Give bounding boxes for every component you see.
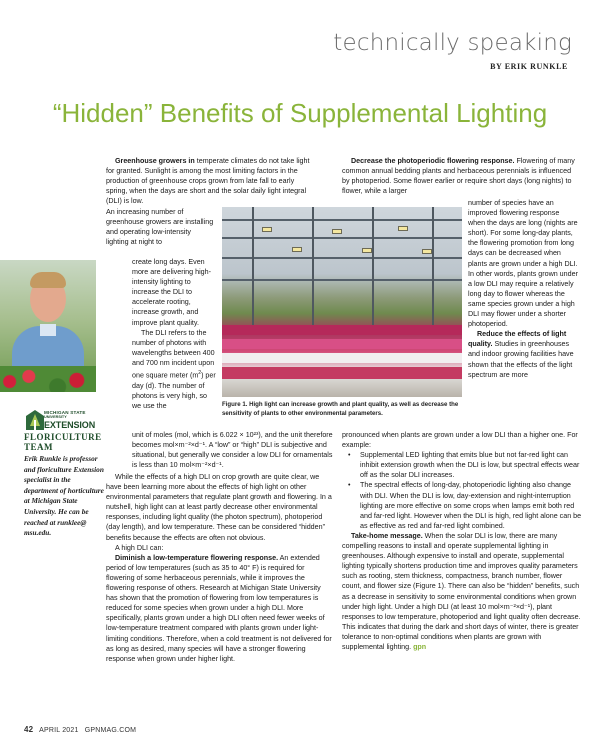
figure-caption: Figure 1. High light can increase growth and plant quality, as well as decrease the sensitivity of plants to other environmental parameters. xyxy=(222,401,459,417)
author-bio: Erik Runkle is professor and floriculture Extension specialist in the department of horticulture at Michigan State University. He can be reached at runklee@ msu.edu. xyxy=(24,454,104,538)
msu-extension-logo xyxy=(24,408,108,452)
col2-p3-text: When the solar DLI is low, there are many compelling reasons to install and operate supplemental lighting in greenhouses. Although expensive to install and operate, supplemental lighting typically shortens production time and improves quality parameters such as rooting, stem thickness, compactness, branch number, flower count, and flower size (Figure 1). There can also be “hidden” benefits, such as a decrease in sensitivity to some environmental conditions when grown under high light. Under a high DLI (at least 10 mol×m⁻²×d⁻¹), plant responses to low temperature, photoperiod and light quality often decrease. This indicates that during the dark and short days of winter, there is greater tolerance to non-optimal conditions when plants are grown with supplemental lighting. xyxy=(342,531,581,651)
col1-full xyxy=(106,430,334,470)
col1-p2-wrap xyxy=(132,328,216,411)
author-portrait xyxy=(0,260,96,392)
col2-p1-top: Flowering of many common annual bedding plants and herbaceous perennials is influenced by photoperiod. Some flower earlier or require short days (long nights) to flower, while a larger xyxy=(342,157,575,196)
col1-p1-lead: Greenhouse growers in xyxy=(115,157,195,165)
col1-p3: While the effects of a high DLI on crop growth are quite clear, we have been learning more about the effects of high light on other environmental parameters that regulate plant growth and flowering. In a nutshell, high light can at least partly decrease other environmental responses, including light quality (the photon spectrum), photoperiod (day length), and low temperature. These can be considered “hidden” benefits because the effects are often not obvious. xyxy=(106,473,332,542)
grow-lamp-icon xyxy=(398,226,408,231)
col1-p5-text: An extended period of low temperatures (such as 35 to 40° F) is required for flowering of some herbaceous perennials, while it improves the flowering response of others. Research at Michigan State University has shown that the promotion of flowering from low temperatures is reduced for some species when grown under a high DLI. More specifically, plants grown under a high DLI often need fewer weeks of low-temperature treatment compared with plants grown under light-limiting conditions. Therefore, when a cold treatment is not delivered for as long as desired, many species will have a stronger flowering response when grown under higher light. xyxy=(106,553,332,663)
grow-lamp-icon xyxy=(292,247,302,252)
col2-p1 xyxy=(342,156,578,196)
col1-p4: A high DLI can: xyxy=(115,543,164,552)
grow-lamp-icon xyxy=(332,229,342,234)
col1-p2-wrap-b: ) per day (d). The number of photons is very high, so we use the xyxy=(132,371,216,410)
page-number: 42 xyxy=(24,725,34,734)
page-footer xyxy=(24,725,136,734)
col2-wrap xyxy=(468,198,578,380)
col2-p2-wrap-text: Studies in greenhouses and indoor growing facilities have shown that the effects of the light spectrum are more xyxy=(468,340,574,379)
col1-p2-sup: 2 xyxy=(198,370,202,377)
gpn-end-mark: gpn xyxy=(413,642,427,651)
col1-p1 xyxy=(106,156,312,206)
col2-p1-lead: Decrease the photoperiodic flowering response. xyxy=(351,157,515,165)
col1-top xyxy=(106,156,312,206)
grow-lamp-icon xyxy=(362,248,372,253)
grow-lamp-icon xyxy=(422,249,432,254)
site-name[interactable]: GPNMAG.COM xyxy=(84,727,137,734)
col1-p5 xyxy=(106,553,334,664)
col1-p1-wrap: create long days. Even more are delivering high-intensity lighting to increase the DLI to accelerate rooting, increase growth, and improve plant quality. xyxy=(132,258,211,327)
col1-p2-wrap-a: The DLI refers to the number of photons with wavelengths between 400 and 700 nm incident upon one square meter (m xyxy=(132,328,215,380)
headline: “Hidden” Benefits of Supplemental Lighting xyxy=(52,98,548,128)
col2-body xyxy=(342,430,582,652)
col1-narrow xyxy=(106,207,214,247)
col2-top xyxy=(342,156,578,196)
leaf-logo-icon xyxy=(24,408,46,432)
kicker: technically speaking xyxy=(333,30,572,56)
grow-lamp-icon xyxy=(262,227,272,232)
col2-p2-lead: Reduce the effects of light quality. xyxy=(468,330,567,349)
col2-bullet-1: • Supplemental LED lighting that emits blue but not far-red light can inhibit extension growth when the DLI is low, but spectral effects wear off as the solar DLI increases. xyxy=(342,450,582,480)
logo-line-1: MICHIGAN STATE xyxy=(44,410,86,415)
col1-p1-top: temperate climates do not take light for granted. Sunlight is among the most limiting factors in the production of greenhouse crops grown from late fall to early spring, when the days are short and the solar daily light integral (DLI) is low. xyxy=(106,157,310,206)
byline: BY ERIK RUNKLE xyxy=(490,62,568,71)
col2-bullet-list xyxy=(342,450,582,531)
logo-line-4: FLORICULTURE TEAM xyxy=(24,432,102,452)
col1-p2-full: unit of moles (mol, which is 6.022 × 10²³), and the unit therefore becomes mol×m⁻²×d⁻¹. A “low” or “high” DLI is subjective and situational, but generally we consider a low DLI for ornamentals is less than 10 mol×m⁻²×d⁻¹. xyxy=(132,431,333,470)
col2-p2-full: pronounced when plants are grown under a low DLI than a higher one. For example: xyxy=(342,431,578,450)
col1-body xyxy=(106,472,334,664)
logo-line-3: EXTENSION xyxy=(44,420,96,430)
col2-p3 xyxy=(342,531,582,652)
col1-wrap xyxy=(132,257,216,411)
col2-bullet-2: • The spectral effects of long-day, photoperiodic lighting also change with DLI. When the DLI is low, day-extension and night-interruption lighting are more effective on some crops when lamps emit both red and far-red light. However when the DLI is high, red light alone can be as effective as red and far-red light combined. xyxy=(342,480,582,530)
col1-p5-lead: Diminish a low-temperature flowering response. xyxy=(115,553,279,562)
col2-p3-lead: Take-home message. xyxy=(351,531,423,540)
col2-p2-wrap xyxy=(468,329,578,379)
col1-p1-narrow: An increasing number of greenhouse growers are installing and operating low-intensity lighting at night to xyxy=(106,208,214,247)
issue-date: APRIL 2021 xyxy=(39,727,79,734)
greenhouse-photo xyxy=(222,207,462,397)
logo-line-2: UNIVERSITY xyxy=(44,415,67,419)
col2-p1-wrap: number of species have an improved flowering response when the days are long (nights are short). For some long-day plants, the flowering promotion from long days can be decreased when plants are grown under a high DLI. In other words, plants grown under a low DLI may require a relatively long day to flower whereas the same species grown under a high DLI may flower under a shorter photoperiod. xyxy=(468,199,578,329)
